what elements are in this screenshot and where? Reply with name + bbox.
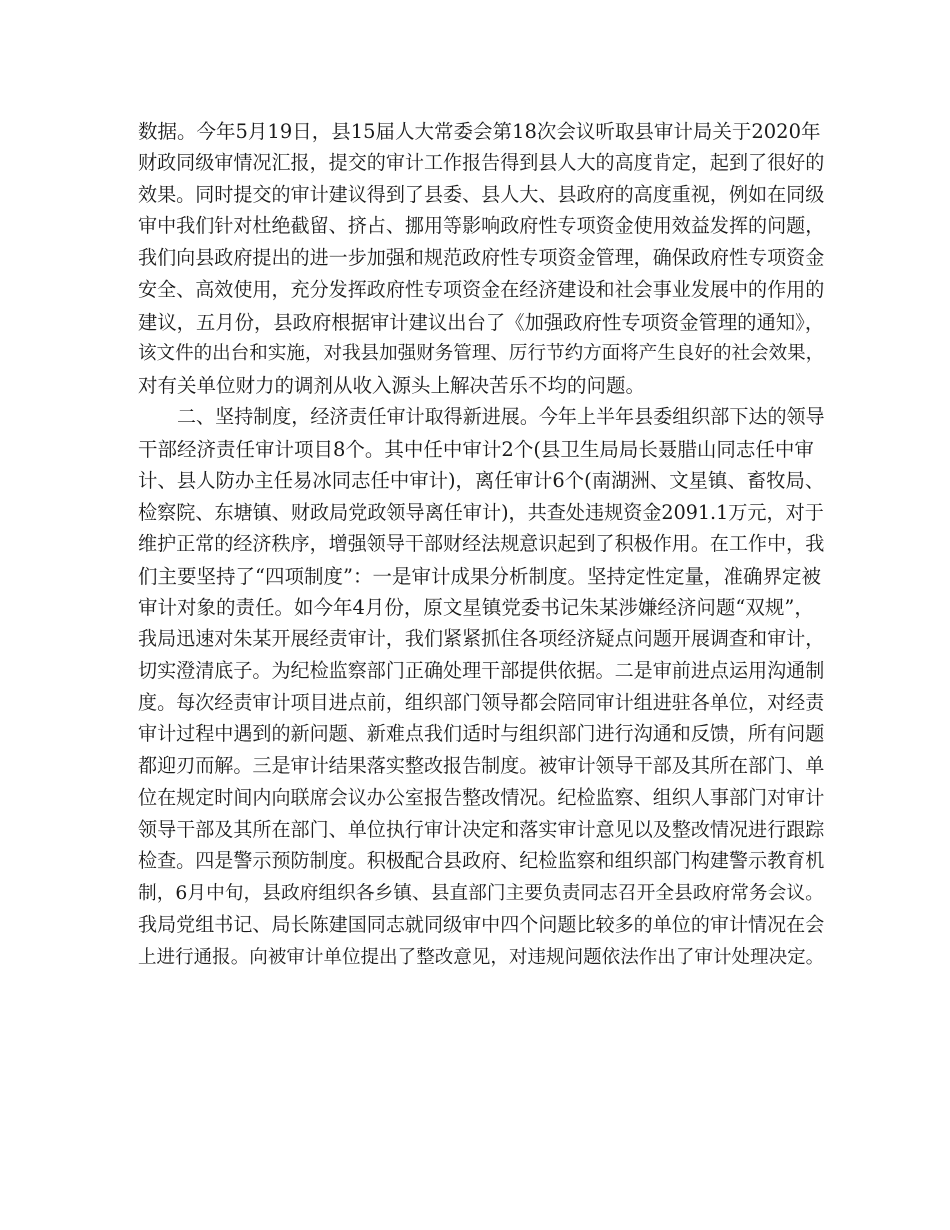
- text-line: 都迎刃而解。三是审计结果落实整改报告制度。被审计领导干部及其所在部门、单: [138, 755, 825, 777]
- text-line: 领导干部及其所在部门、单位执行审计决定和落实审计意见以及整改情况进行跟踪: [138, 818, 825, 841]
- text-line: 数据。今年5月19日，县15届人大常委会第18次会议听取县审计局关于2020年: [138, 120, 821, 143]
- text-line: 上进行通报。向被审计单位提出了整改意见，对违规问题依法作出了审计处理决定。: [138, 946, 825, 968]
- text-line: 计、县人防办主任易冰同志任中审计)，离任审计6个(南湖洲、文星镇、畜牧局、: [138, 469, 825, 493]
- text-line: 建议，五月份，县政府根据审计建议出台了《加强政府性专项资金管理的通知》，: [138, 310, 825, 334]
- text-line: 效果。同时提交的审计建议得到了县委、县人大、县政府的高度重视，例如在同级: [138, 183, 825, 206]
- text-line: 检察院、东塘镇、财政局党政领导离任审计)，共查处违规资金2091.1万元，对于: [138, 501, 824, 524]
- text-line: 们主要坚持了“四项制度”：一是审计成果分析制度。坚持定性定量，准确界定被: [138, 564, 821, 588]
- text-line: 我局党组书记、局长陈建国同志就同级审中四个问题比较多的单位的审计情况在会: [138, 913, 825, 936]
- text-line: 审中我们针对杜绝截留、挤占、挪用等影响政府性专项资金使用效益发挥的问题，: [138, 215, 825, 238]
- text-line: 审计过程中遇到的新问题、新难点我们适时与组织部门进行沟通和反馈，所有问题: [138, 723, 825, 746]
- text-line: 维护正常的经济秩序，增强领导干部财经法规意识起到了积极作用。在工作中，我: [138, 532, 825, 555]
- text-line: 位在规定时间内向联席会议办公室报告整改情况。纪检监察、组织人事部门对审计: [138, 786, 825, 809]
- text-line: 该文件的出台和实施，对我县加强财务管理、厉行节约方面将产生良好的社会效果，: [138, 343, 825, 365]
- body-text: [138, 116, 828, 973]
- text-line: 检查。四是警示预防制度。积极配合县政府、纪检监察和组织部门构建警示教育机: [138, 850, 825, 873]
- paragraph-heading-line: 二、坚持制度，经济责任审计取得新进展。今年上半年县委组织部下达的领导: [177, 405, 825, 428]
- text-line: 我们向县政府提出的进一步加强和规范政府性专项资金管理，确保政府性专项资金: [138, 247, 825, 269]
- text-line: 审计对象的责任。如今年4月份，原文星镇党委书记朱某涉嫌经济问题“双规”，: [138, 596, 814, 620]
- text-line: 切实澄清底子。为纪检监察部门正确处理干部提供依据。二是审前进点运用沟通制: [138, 659, 825, 682]
- text-line: 制，6月中旬，县政府组织各乡镇、县直部门主要负责同志召开全县政府常务会议。: [138, 883, 824, 904]
- text-line: 财政同级审情况汇报，提交的审计工作报告得到县人大的高度肯定，起到了很好的: [138, 151, 825, 174]
- text-line: 干部经济责任审计项目8个。其中任中审计2个(县卫生局局长聂腊山同志任中审: [138, 437, 814, 461]
- text-line: 安全、高效使用，充分发挥政府性专项资金在经济建设和社会事业发展中的作用的: [138, 278, 825, 301]
- text-line: 对有关单位财力的调剂从收入源头上解决苦乐不均的问题。: [138, 374, 646, 397]
- text-line: 我局迅速对朱某开展经责审计，我们紧紧抓住各项经济疑点问题开展调查和审计，: [138, 628, 825, 650]
- text-line: 度。每次经责审计项目进点前，组织部门领导都会陪同审计组进驻各单位，对经责: [138, 691, 825, 714]
